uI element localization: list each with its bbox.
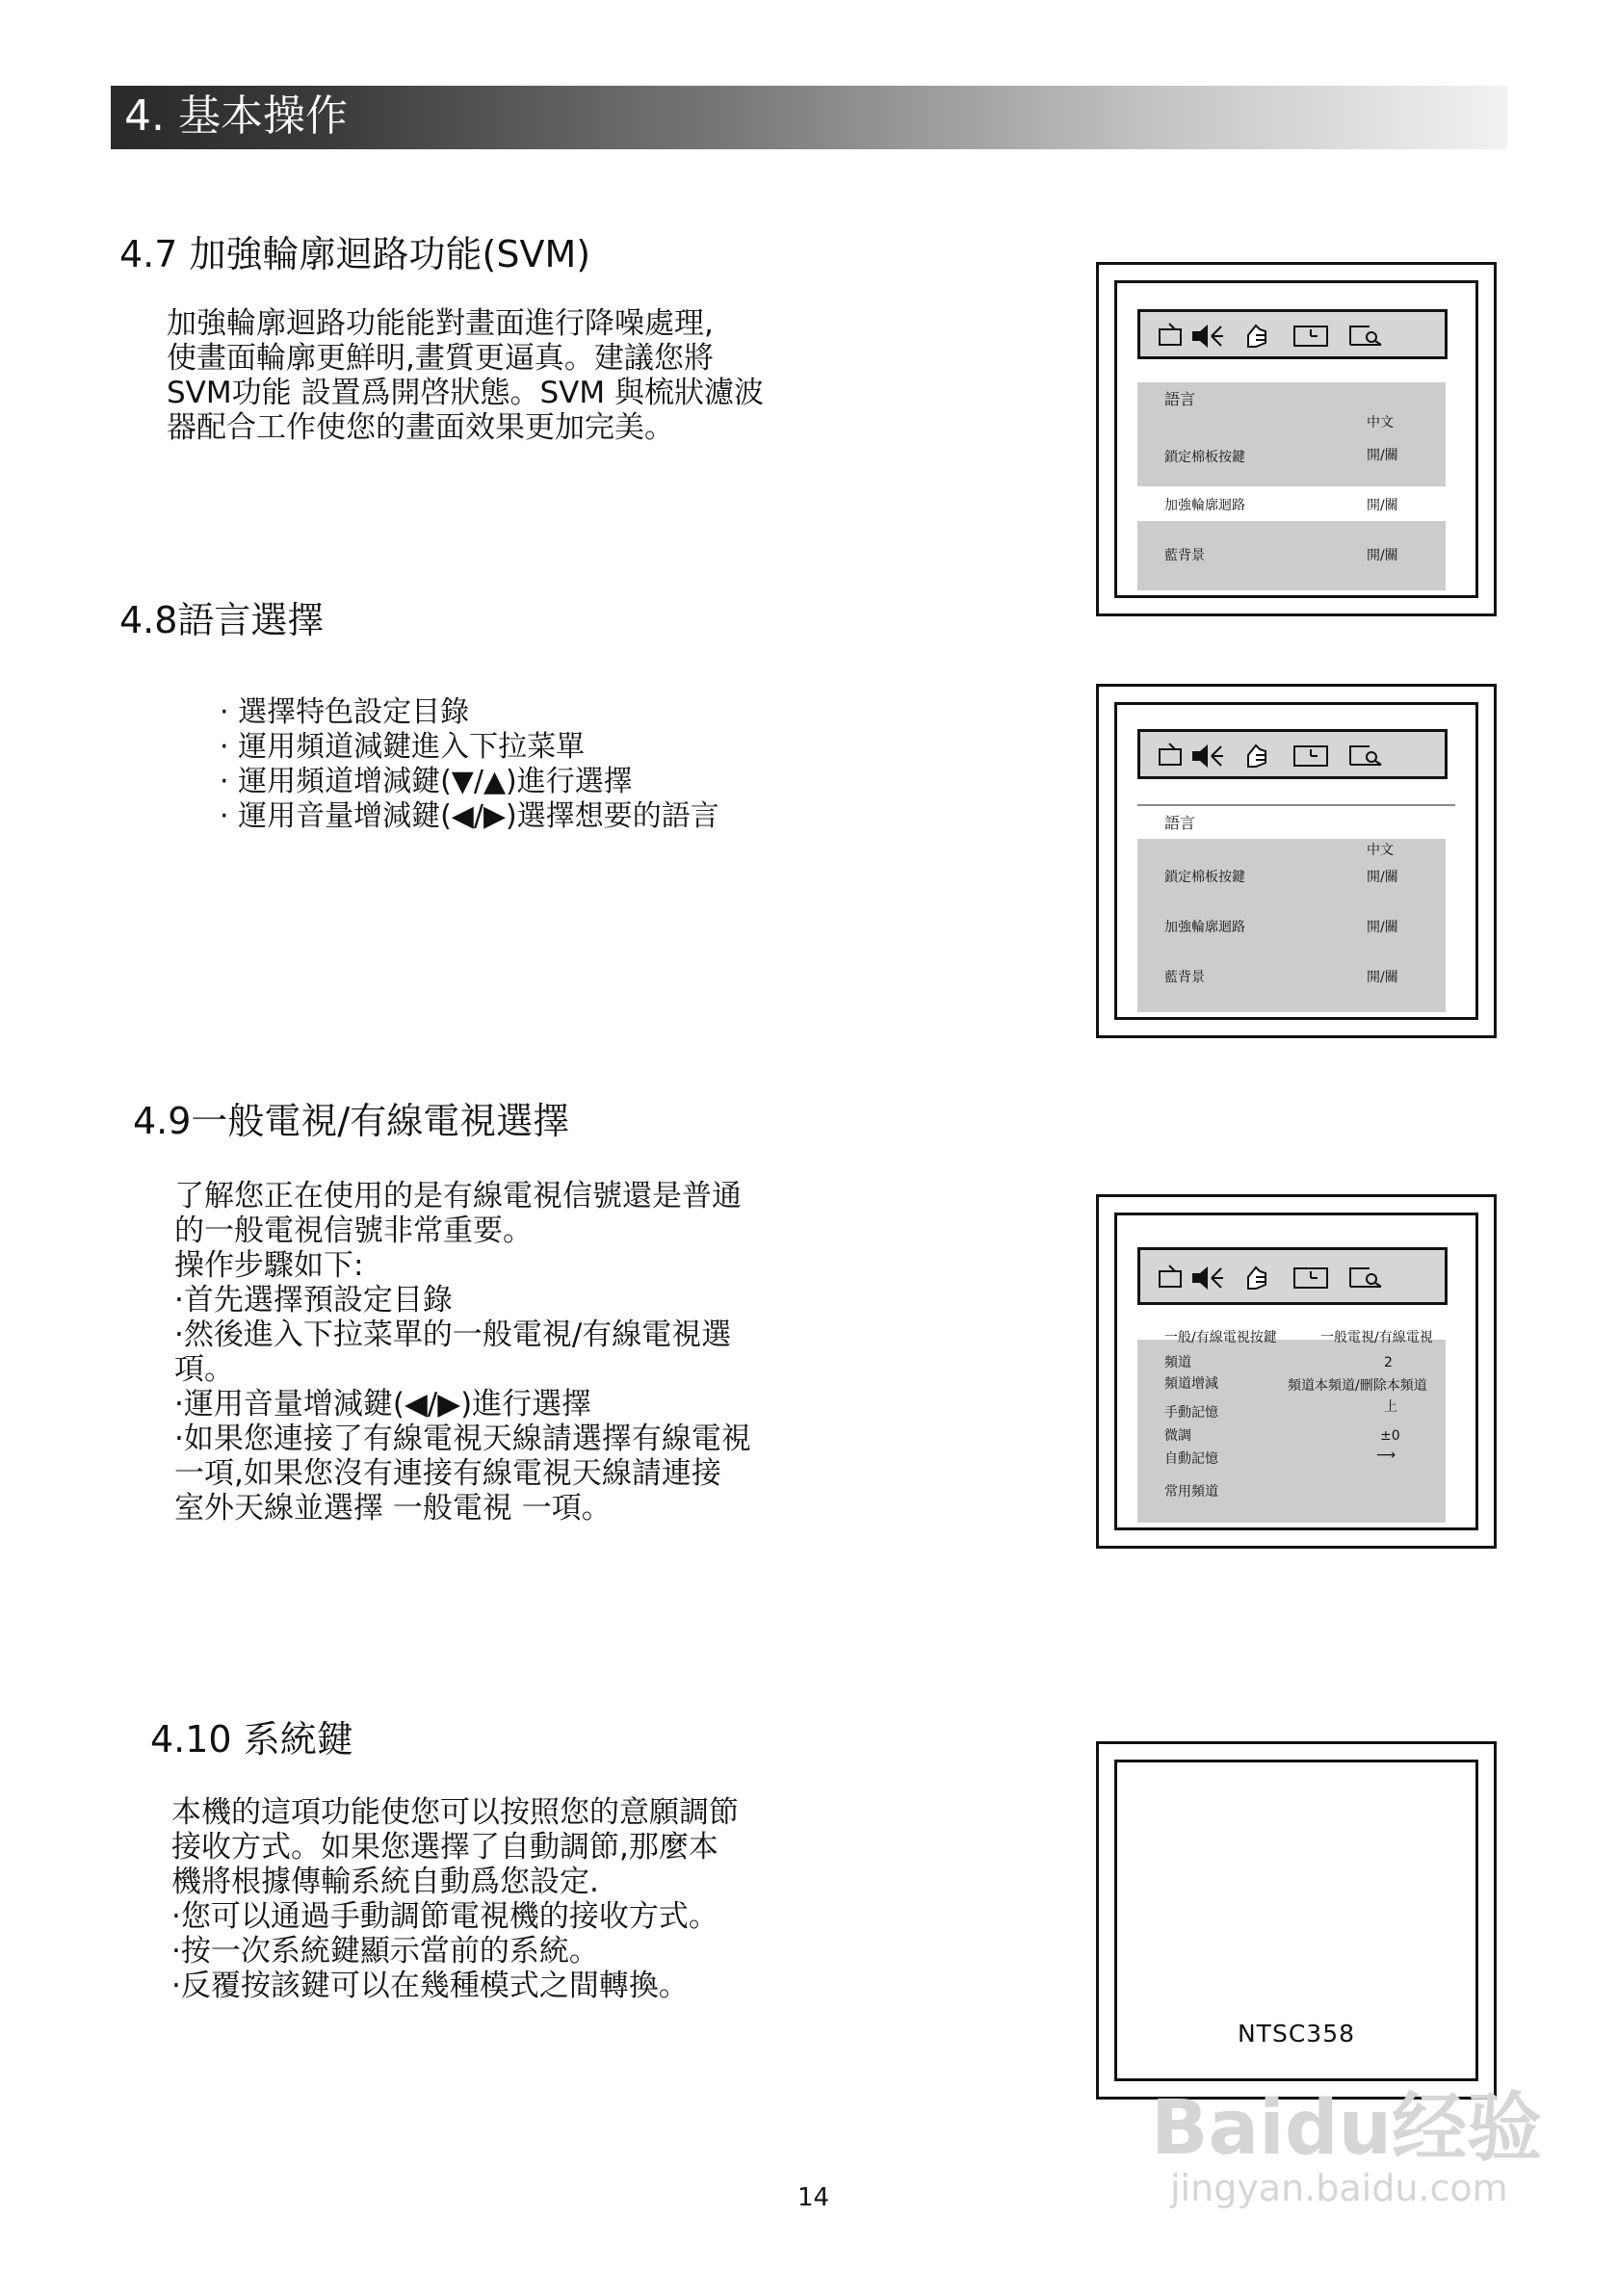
feature-icon [1248,745,1266,767]
body-line: 操作步驟如下: [174,1248,364,1283]
body-line: 器配合工作使您的畫面效果更加完美。 [167,410,674,445]
menu-icons [1140,1264,1448,1292]
menu-mode-label: 一般/有線電視按鍵 [1164,1330,1277,1345]
menu-lock-value: 開/關 [1367,870,1398,885]
body-line: 本機的這項功能使您可以按照您的意願調節 [171,1795,739,1830]
section-heading-svm: 4.7 加強輪廓迴路功能(SVM) [119,233,591,275]
preset-icon [1350,326,1381,345]
tv-screen-language [1096,684,1497,1038]
menu-lock-label: 鎖定棉板按鍵 [1164,450,1245,465]
watermark-url: jingyan.baidu.com [1170,2167,1508,2209]
menu-language-label: 語言 [1164,814,1196,832]
tv-screen-preset [1096,1194,1497,1549]
menu-fine-value: ±0 [1380,1428,1400,1444]
menu-svm-value: 開/關 [1367,498,1398,513]
menu-icon-bar [1137,729,1448,779]
menu-fav-label: 常用頻道 [1164,1484,1218,1500]
menu-language-value: 中文 [1367,843,1394,858]
bullet-item: · 運用頻道增減鍵(▼/▲)進行選擇 [220,765,633,798]
menu-blue-value: 開/關 [1367,548,1398,563]
body-line: ·反覆按該鍵可以在幾種模式之間轉換。 [171,1969,689,2003]
body-line: ·按一次系統鍵顯示當前的系統。 [171,1934,599,1969]
menu-auto-arrow: ⟶ [1376,1448,1396,1463]
body-line: 一項,如果您沒有連接有線電視天線請連接 [174,1456,721,1491]
picture-icon [1160,744,1181,765]
menu-blue-label: 藍背景 [1164,970,1205,985]
menu-divider [1137,804,1455,806]
body-line: 加強輪廓迴路功能能對畫面進行降噪處理, [167,306,714,341]
menu-mode-value: 一般電視/有線電視 [1320,1330,1433,1345]
menu-skip-value: 頻道本頻道/刪除本頻道 [1288,1378,1427,1394]
menu-language-value: 中文 [1367,415,1394,430]
body-line: 了解您正在使用的是有線電視信號還是普通 [174,1179,742,1213]
bullet-item: · 運用音量增減鍵(◀/▶)選擇想要的語言 [220,799,719,833]
menu-fine-label: 微調 [1164,1428,1191,1444]
menu-icons [1140,742,1448,770]
body-line: ·運用音量增減鍵(◀/▶)進行選擇 [174,1387,592,1422]
preset-icon [1350,746,1381,765]
chapter-banner [111,86,1507,149]
preset-icon [1350,1268,1381,1287]
sound-icon [1192,1266,1223,1290]
menu-icons [1140,322,1448,351]
menu-icon-bar [1137,309,1448,359]
watermark [1151,2085,1543,2209]
system-value: NTSC358 [1237,2020,1355,2048]
menu-blue-label: 藍背景 [1164,548,1205,563]
watermark-brand: Baidu经验 [1151,2085,1543,2172]
menu-manual-label: 手動記憶 [1164,1405,1218,1421]
menu-language-label: 語言 [1164,390,1196,408]
section-bullets-language [220,695,719,834]
chapter-title: 4. 基本操作 [124,91,348,141]
section-heading-cable: 4.9一般電視/有線電視選擇 [133,1100,570,1142]
clock-icon [1294,1268,1327,1288]
page-number: 14 [797,2183,830,2212]
bullet-item: · 選擇特色設定目錄 [220,695,470,729]
section-body-svm [167,306,764,445]
feature-icon [1248,1267,1266,1289]
feature-icon [1248,326,1266,347]
clock-icon [1294,746,1327,766]
body-line: 機將根據傳輸系統自動爲您設定. [171,1865,599,1899]
section-heading-system: 4.10 系統鍵 [150,1718,353,1761]
body-line: ·首先選擇預設定目錄 [174,1283,453,1318]
menu-svm-label: 加強輪廓迴路 [1164,920,1245,935]
menu-icon-bar [1137,1247,1448,1305]
menu-channel-value: 2 [1384,1355,1393,1370]
menu-skip-label: 頻道增減 [1164,1376,1218,1392]
body-line: 使畫面輪廓更鮮明,畫質更逼真。建議您將 [167,341,714,376]
menu-svm-value: 開/關 [1367,920,1398,935]
picture-icon [1160,1265,1181,1287]
body-line: SVM功能 設置爲開啓狀態。SVM 與梳狀濾波 [167,376,764,410]
menu-lock-value: 開/關 [1367,448,1398,463]
sound-icon [1192,325,1223,348]
section-body-cable [174,1179,751,1526]
tv-screen-svm [1096,262,1497,616]
body-line: 接收方式。如果您選擇了自動調節,那麼本 [171,1830,718,1865]
bullet-item: · 運用頻道減鍵進入下拉菜單 [220,730,586,764]
body-line: ·然後進入下拉菜單的一般電視/有線電視選 [174,1318,732,1352]
menu-svm-label: 加強輪廓迴路 [1164,498,1245,513]
tv-screen-system [1096,1741,1497,2100]
clock-icon [1294,326,1327,346]
menu-lock-label: 鎖定棉板按鍵 [1164,870,1245,885]
menu-channel-label: 頻道 [1164,1355,1191,1370]
sound-icon [1192,744,1223,768]
body-line: ·您可以通過手動調節電視機的接收方式。 [171,1899,718,1934]
menu-manual-value: 上 [1384,1399,1397,1415]
picture-icon [1160,324,1181,345]
body-line: 的一般電視信號非常重要。 [174,1213,533,1248]
menu-blue-value: 開/關 [1367,970,1398,985]
body-line: 室外天線並選擇 一般電視 一項。 [174,1491,612,1526]
body-line: 項。 [174,1352,234,1387]
body-line: ·如果您連接了有線電視天線請選擇有線電視 [174,1422,751,1456]
section-body-system [171,1795,739,2003]
section-heading-language: 4.8語言選擇 [119,599,325,641]
menu-auto-label: 自動記憶 [1164,1451,1218,1467]
